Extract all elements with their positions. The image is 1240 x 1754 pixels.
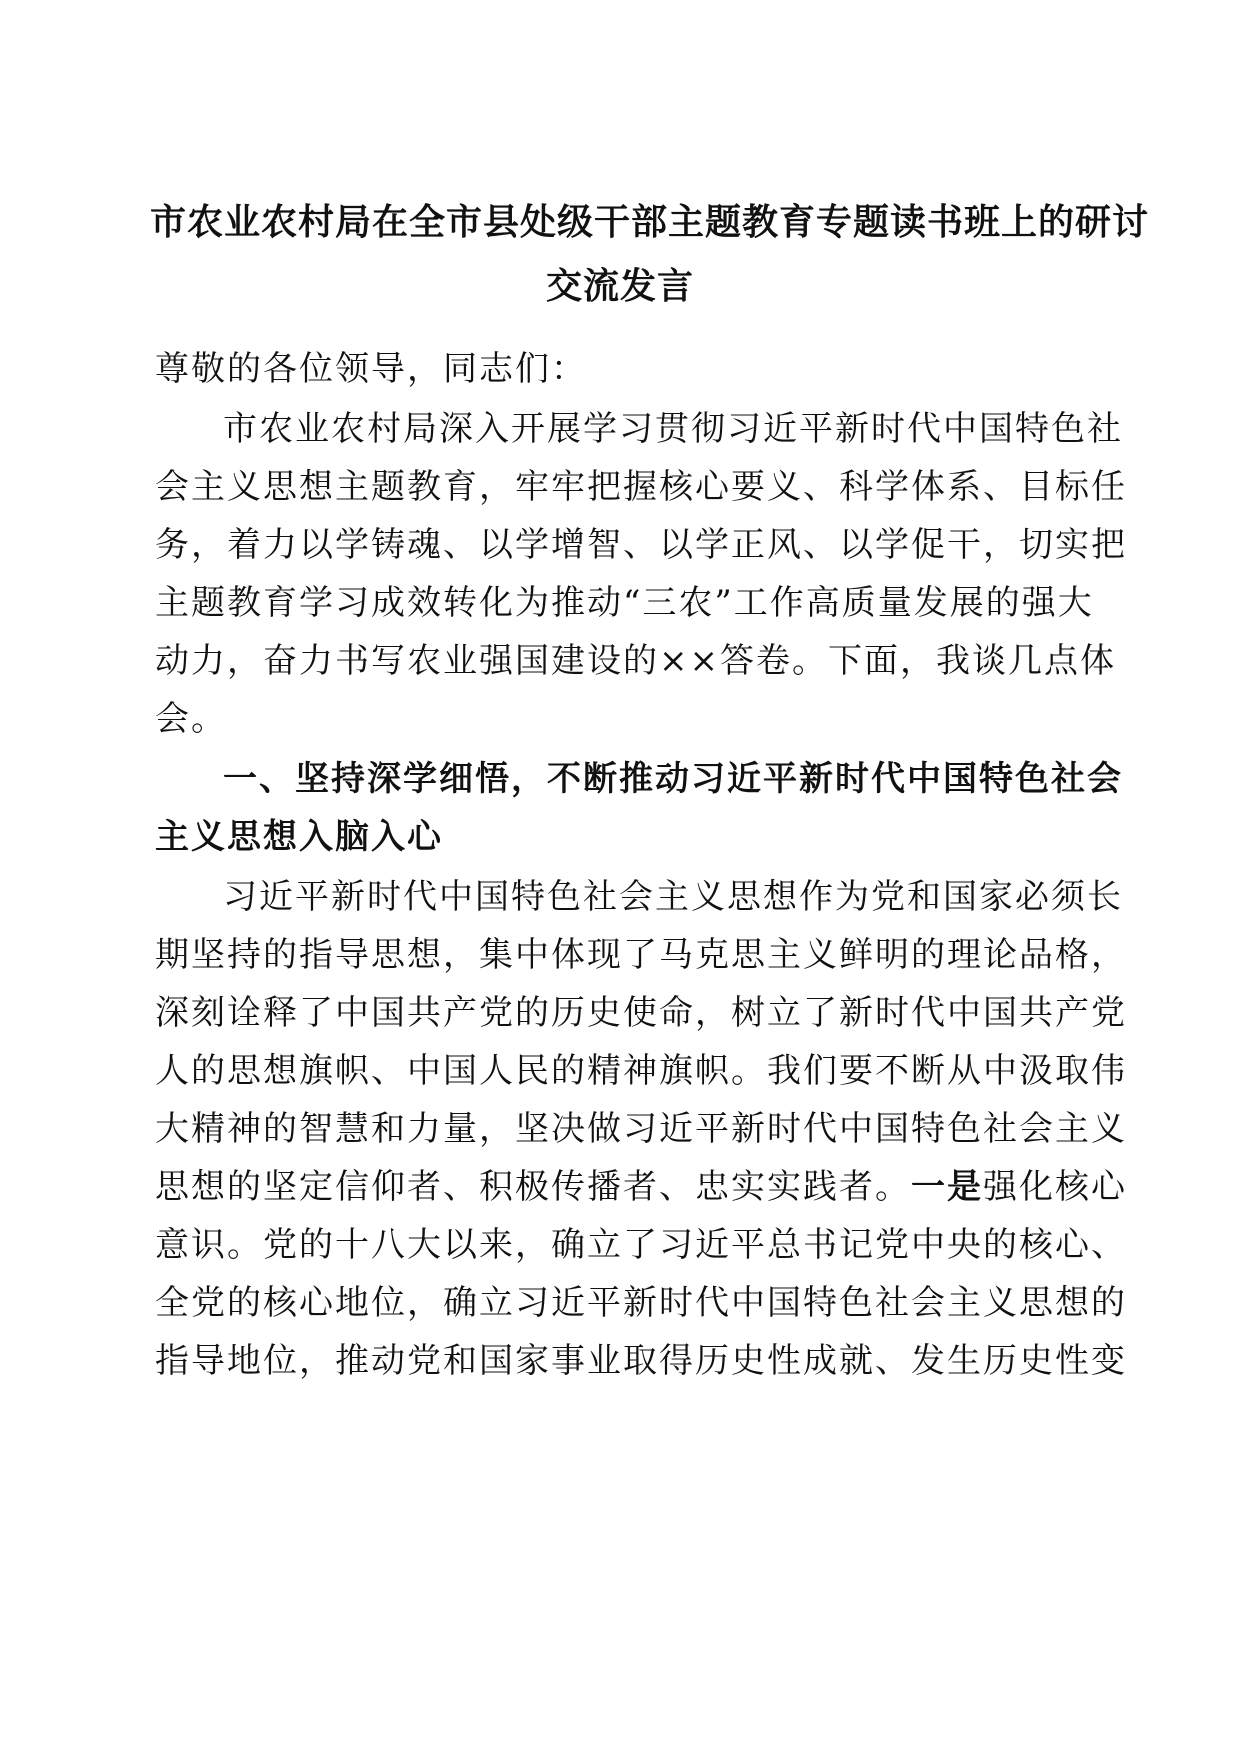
section-1-line-8: 全党的核心地位，确立习近平新时代中国特色社会主义思想的 [155, 1283, 1127, 1323]
section-1-line-6 [155, 1163, 1127, 1211]
section-1-heading-line-2: 主义思想入脑入心 [155, 817, 443, 857]
section-1-line-4: 人的思想旗帜、中国人民的精神旗帜。我们要不断从中汲取伟 [155, 1051, 1127, 1091]
intro-line-5: 动力，奋力书写农业强国建设的××答卷。下面，我谈几点体 [155, 641, 1116, 681]
emphasis-yishi: 一是 [911, 1167, 983, 1207]
intro-line-2: 会主义思想主题教育，牢牢把握核心要义、科学体系、目标任 [155, 467, 1127, 507]
intro-line-6: 会。 [155, 699, 227, 739]
section-1-line-6-suffix: 强化核心 [983, 1167, 1127, 1207]
section-1-line-3: 深刻诠释了中国共产党的历史使命，树立了新时代中国共产党 [155, 993, 1127, 1033]
intro-line-3: 务，着力以学铸魂、以学增智、以学正风、以学促干，切实把 [155, 525, 1127, 565]
section-1-line-9: 指导地位，推动党和国家事业取得历史性成就、发生历史性变 [155, 1341, 1127, 1381]
section-1-line-7: 意识。党的十八大以来，确立了习近平总书记党中央的核心、 [155, 1225, 1127, 1265]
intro-line-4: 主题教育学习成效转化为推动“三农”工作高质量发展的强大 [155, 583, 1094, 623]
salutation: 尊敬的各位领导，同志们： [155, 349, 587, 389]
section-1-line-1: 习近平新时代中国特色社会主义思想作为党和国家必须长 [223, 877, 1123, 917]
section-1-line-2: 期坚持的指导思想，集中体现了马克思主义鲜明的理论品格， [155, 935, 1127, 975]
section-1-heading-line-1: 一、坚持深学细悟，不断推动习近平新时代中国特色社会 [223, 759, 1123, 799]
intro-line-1: 市农业农村局深入开展学习贯彻习近平新时代中国特色社 [223, 409, 1123, 449]
section-1-line-6-prefix: 思想的坚定信仰者、积极传播者、忠实实践者。 [155, 1167, 911, 1207]
section-1-line-5: 大精神的智慧和力量，坚决做习近平新时代中国特色社会主义 [155, 1109, 1127, 1149]
document-title-line-2: 交流发言 [545, 265, 694, 307]
document-title-line-1: 市农业农村局在全市县处级干部主题教育专题读书班上的研讨 [150, 201, 1150, 243]
